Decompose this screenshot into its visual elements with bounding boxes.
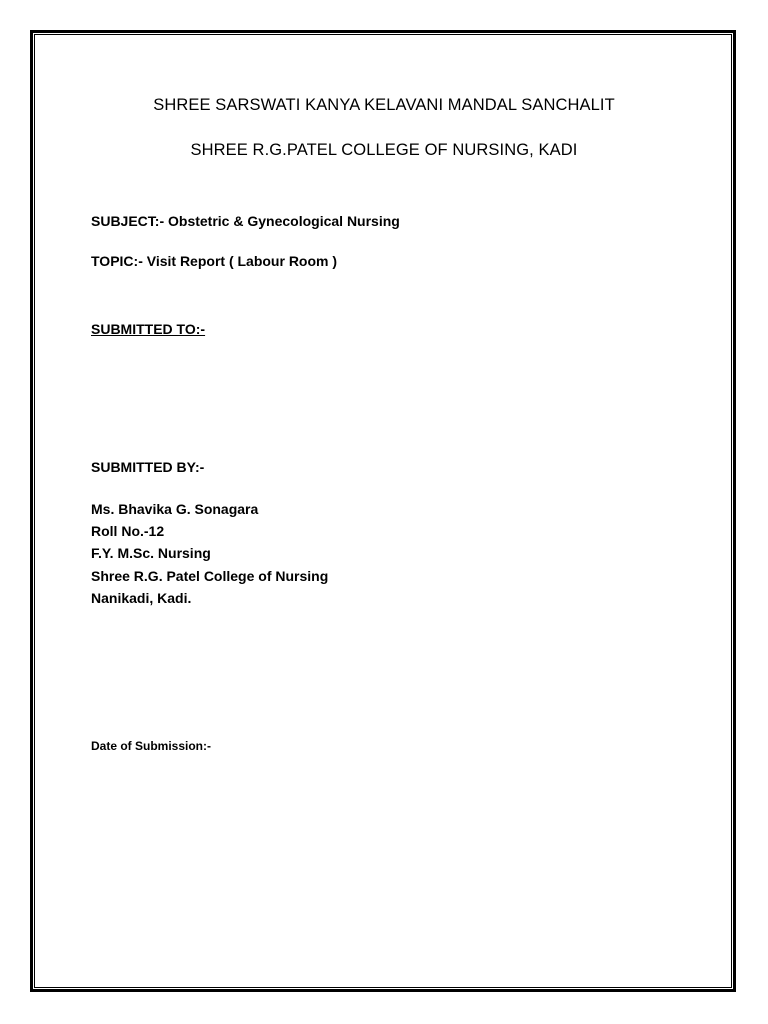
date-of-submission: Date of Submission:- bbox=[91, 739, 212, 753]
author-details bbox=[91, 498, 328, 609]
institution-name: SHREE SARSWATI KANYA KELAVANI MANDAL SANCHALIT bbox=[153, 96, 615, 114]
college: Shree R.G. Patel College of Nursing bbox=[91, 567, 329, 584]
course: F.Y. M.Sc. Nursing bbox=[91, 545, 211, 562]
author-name: Ms. Bhavika G. Sonagara bbox=[91, 501, 259, 517]
college-name: SHREE R.G.PATEL COLLEGE OF NURSING, KADI bbox=[190, 141, 578, 159]
location: Nanikadi, Kadi. bbox=[91, 589, 192, 606]
submitted-by-label: SUBMITTED BY:- bbox=[91, 459, 205, 475]
subject-line: SUBJECT:- Obstetric & Gynecological Nursing bbox=[91, 213, 400, 229]
roll-number: Roll No.-12 bbox=[91, 523, 165, 540]
topic-line: TOPIC:- Visit Report ( Labour Room ) bbox=[91, 253, 338, 269]
submitted-to-label: SUBMITTED TO:- bbox=[91, 321, 206, 337]
